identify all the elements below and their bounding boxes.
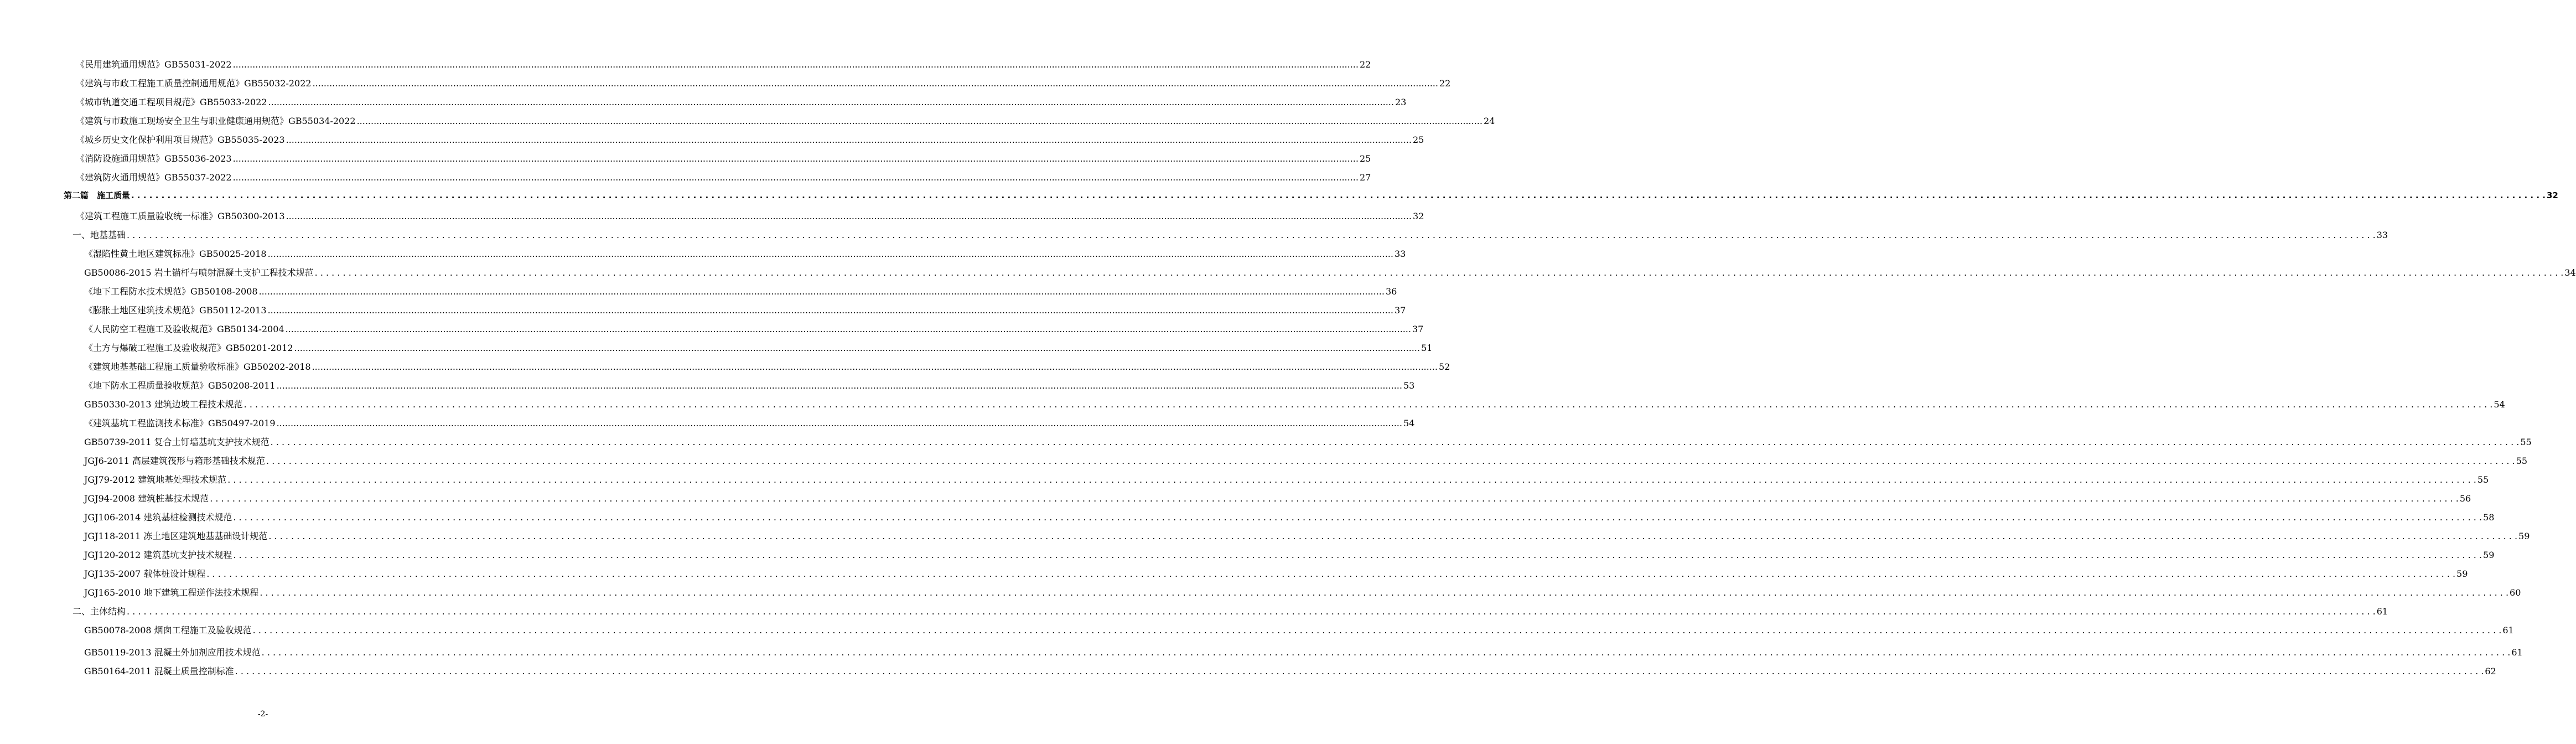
- toc-entry[interactable]: [84, 359, 1450, 375]
- toc-entry-page: 27: [1359, 172, 1371, 183]
- toc-entry-title: JGJ79-2012 建筑地基处理技术规范: [84, 474, 227, 485]
- toc-entry-title: JGJ118-2011 冻土地区建筑地基基础设计规范: [84, 531, 268, 541]
- toc-entry[interactable]: [84, 340, 1433, 356]
- toc-entry-title: JGJ94-2008 建筑桩基技术规范: [84, 493, 209, 504]
- toc-entry-title: 第二篇 施工质量: [64, 190, 131, 200]
- dot-leader: . . . . . . . . . . . . . . . . . . . . . . . . . . . . . . . . . . . . . . . . . . . . . . . . . . . . . . . . . . . . . . . . . . . . . . . . . . . . . . . . . . . . . . . . . . . . . . . . . . . . . . . . . . . . . . . . . . . . . . . . . . . . . . . . . . . . . . . . . . . . . . . . . . . . . . . . . . . . . . . . . . . . . . . . . . . . . . . . . . . . . . . . . . . . . . . . . . . . . . . . . . . . . . . . . . . . . . . . . . . . . . . . . . . . . . . . . . . . . . . . . . . . . . . . . . . . . . . . . . . . . . . . . . . . . . . . . . . . . . . . . . . . . . . . . . . . . . . . . . . . . . . . . . . . . . . . . . . . . . . . . . . . . . . . . . . . . . . . . . . . . . . . . . . . . . . . . . . . . . . . . . . . . . . . . . . . . . . . . . . . . . . . . . . . . . . . . . . . . . . .: [270, 437, 2520, 447]
- dot-leader: ................................................................................................................................................................................................................................................................................................................................................................................................................: [286, 211, 1412, 221]
- toc-entry[interactable]: [84, 491, 2471, 507]
- toc-entry-page: 58: [2483, 512, 2495, 523]
- dot-leader: . . . . . . . . . . . . . . . . . . . . . . . . . . . . . . . . . . . . . . . . . . . . . . . . . . . . . . . . . . . . . . . . . . . . . . . . . . . . . . . . . . . . . . . . . . . . . . . . . . . . . . . . . . . . . . . . . . . . . . . . . . . . . . . . . . . . . . . . . . . . . . . . . . . . . . . . . . . . . . . . . . . . . . . . . . . . . . . . . . . . . . . . . . . . . . . . . . . . . . . . . . . . . . . . . . . . . . . . . . . . . . . . . . . . . . . . . . . . . . . . . . . . . . . . . . . . . . . . . . . . . . . . . . . . . . . . . . . . . . . . . . . . . . . . . . . . . . . . . . . . . . . . . . . . . . . . . . . . . . . . . . . . . . . . . . . . . . . . . . . . . . . . . . . . . . . . . . . . . . . . . . . . . . . . . . . . . . . . . . . . . . . . . . . . . . . . . . . . . . . .: [235, 666, 2484, 676]
- toc-entry-title: 《地下工程防水技术规范》GB50108-2008: [84, 286, 258, 297]
- toc-entry-page: 60: [2510, 587, 2521, 598]
- toc-entry-page: 22: [1439, 78, 1451, 89]
- toc-entry[interactable]: [84, 645, 2523, 660]
- toc-entry[interactable]: [84, 416, 1415, 431]
- toc-entry-title: GB50739-2011 复合土钉墙基坑支护技术规范: [84, 437, 269, 447]
- toc-entry-page: 37: [1412, 324, 1424, 334]
- dot-leader: . . . . . . . . . . . . . . . . . . . . . . . . . . . . . . . . . . . . . . . . . . . . . . . . . . . . . . . . . . . . . . . . . . . . . . . . . . . . . . . . . . . . . . . . . . . . . . . . . . . . . . . . . . . . . . . . . . . . . . . . . . . . . . . . . . . . . . . . . . . . . . . . . . . . . . . . . . . . . . . . . . . . . . . . . . . . . . . . . . . . . . . . . . . . . . . . . . . . . . . . . . . . . . . . . . . . . . . . . . . . . . . . . . . . . . . . . . . . . . . . . . . . . . . . . . . . . . . . . . . . . . . . . . . . . . . . . . . . . . . . . . . . . . . . . . . . . . . . . . . . . . . . . . . . . . . . . . . . . . . . . . . . . . . . . . . . . . . . . . . . . . . . . . . . . . . . . . . . . . . . . . . . . . . . . . . . . . . . . . . . . . . . . . . . . . . . . . . . . . . .: [261, 647, 2511, 658]
- toc-entry-page: 61: [2502, 625, 2514, 636]
- toc-entry-page: 56: [2459, 493, 2471, 504]
- toc-entry-page: 55: [2520, 437, 2532, 447]
- dot-leader: . . . . . . . . . . . . . . . . . . . . . . . . . . . . . . . . . . . . . . . . . . . . . . . . . . . . . . . . . . . . . . . . . . . . . . . . . . . . . . . . . . . . . . . . . . . . . . . . . . . . . . . . . . . . . . . . . . . . . . . . . . . . . . . . . . . . . . . . . . . . . . . . . . . . . . . . . . . . . . . . . . . . . . . . . . . . . . . . . . . . . . . . . . . . . . . . . . . . . . . . . . . . . . . . . . . . . . . . . . . . . . . . . . . . . . . . . . . . . . . . . . . . . . . . . . . . . . . . . . . . . . . . . . . . . . . . . . . . . . . . . . . . . . . . . . . . . . . . . . . . . . . . . . . . . . . . . . . . . . . . . . . . . . . . . . . . . . . . . . . . . . . . . . . . . . . . . . . . . . . . . . . . . . . . . . . . . . . . . . . . . . . . . . . . . . . . . . . . . . . .: [127, 606, 2376, 617]
- dot-leader: ................................................................................................................................................................................................................................................................................................................................................................................................................: [312, 361, 1438, 372]
- toc-entry-title: 《人民防空工程施工及验收规范》GB50134-2004: [84, 324, 284, 334]
- toc-entry-title: 《建筑地基基础工程施工质量验收标准》GB50202-2018: [84, 361, 311, 372]
- toc-entry-title: 《地下防水工程质量验收规范》GB50208-2011: [84, 380, 276, 391]
- dot-leader: ................................................................................................................................................................................................................................................................................................................................................................................................................: [294, 343, 1420, 353]
- toc-entry[interactable]: [84, 472, 2489, 488]
- dot-leader: ................................................................................................................................................................................................................................................................................................................................................................................................................: [258, 286, 1385, 297]
- toc-entry-page: 61: [2511, 647, 2523, 658]
- toc-entry[interactable]: [76, 170, 1371, 185]
- toc-entry-page: 25: [1359, 153, 1371, 164]
- toc-entry[interactable]: [84, 322, 1424, 337]
- toc-entry[interactable]: [76, 76, 1451, 91]
- toc-entry-title: JGJ135-2007 载体桩设计规程: [84, 569, 206, 579]
- dot-leader: ................................................................................................................................................................................................................................................................................................................................................................................................................: [267, 305, 1393, 316]
- dot-leader: ................................................................................................................................................................................................................................................................................................................................................................................................................: [232, 153, 1359, 164]
- toc-section-heading[interactable]: [72, 228, 2388, 243]
- dot-leader: . . . . . . . . . . . . . . . . . . . . . . . . . . . . . . . . . . . . . . . . . . . . . . . . . . . . . . . . . . . . . . . . . . . . . . . . . . . . . . . . . . . . . . . . . . . . . . . . . . . . . . . . . . . . . . . . . . . . . . . . . . . . . . . . . . . . . . . . . . . . . . . . . . . . . . . . . . . . . . . . . . . . . . . . . . . . . . . . . . . . . . . . . . . . . . . . . . . . . . . . . . . . . . . . . . . . . . . . . . . . . . . . . . . . . . . . . . . . . . . . . . . . . . . . . . . . . . . . . . . . . . . . . . . . . . . . . . . . . . . . . . . . . . . . . . . . . . . . . . . . . . . . . . . . . . . . . . . . . . . . . . . . . . . . . . . . . . . . . . . . . . . . . . . . . . . . . . . . . . . . . . . . . . . . . . . . . . . . . . . . . . . . . . . . . . . . . . . . . . . .: [233, 550, 2482, 560]
- dot-leader: . . . . . . . . . . . . . . . . . . . . . . . . . . . . . . . . . . . . . . . . . . . . . . . . . . . . . . . . . . . . . . . . . . . . . . . . . . . . . . . . . . . . . . . . . . . . . . . . . . . . . . . . . . . . . . . . . . . . . . . . . . . . . . . . . . . . . . . . . . . . . . . . . . . . . . . . . . . . . . . . . . . . . . . . . . . . . . . . . . . . . . . . . . . . . . . . . . . . . . . . . . . . . . . . . . . . . . . . . . . . . . . . . . . . . . . . . . . . . . . . . . . . . . . . . . . . . . . . . . . . . . . . . . . . . . . . . . . . . . . . . . . . . . . . . . . . . . . . . . . . . . . . . . . . . . . . . . . . . . . . . . . . . . . . . . . . . . . . . . . . . . . . . . . . . . . . . . . . . . . . . . . . . . . . . . . . . . . . . . . . . . . . . . . . . . . . . . . . . . . .: [233, 512, 2482, 523]
- dot-leader: ................................................................................................................................................................................................................................................................................................................................................................................................................: [232, 172, 1359, 183]
- toc-entry-title: 二、主体结构: [72, 606, 126, 617]
- toc-entry-title: JGJ6-2011 高层建筑筏形与箱形基础技术规范: [84, 456, 266, 466]
- toc-entry-title: JGJ106-2014 建筑基桩检测技术规范: [84, 512, 232, 523]
- toc-entry-page: 59: [2518, 531, 2530, 541]
- toc-entry-page: 32: [2546, 190, 2558, 200]
- toc-entry-title: JGJ165-2010 地下建筑工程逆作法技术规程: [84, 587, 259, 598]
- toc-entry[interactable]: [84, 585, 2521, 601]
- dot-leader: . . . . . . . . . . . . . . . . . . . . . . . . . . . . . . . . . . . . . . . . . . . . . . . . . . . . . . . . . . . . . . . . . . . . . . . . . . . . . . . . . . . . . . . . . . . . . . . . . . . . . . . . . . . . . . . . . . . . . . . . . . . . . . . . . . . . . . . . . . . . . . . . . . . . . . . . . . . . . . . . . . . . . . . . . . . . . . . . . . . . . . . . . . . . . . . . . . . . . . . . . . . . . . . . . . . . . . . . . . . . . . . . . . . . . . . . . . . . . . . . . . . . . . . . . . . . . . . . . . . . . . . . . . . . . . . . . . . . . . . . . . . . . . . . . . . . . . . . . . . . . . . . . . . . . . . . . . . . . . . . . . . . . . . . . . . . . . . . . . . . . . . . . . . . . . . . . . . . . . . . . . . . . . . . . . . . . . . . . . . . . . . . . . . . . . . . . . . . . . . .: [210, 493, 2459, 504]
- toc-part-heading[interactable]: [64, 188, 2558, 203]
- toc-entry-page: 33: [1394, 249, 1406, 259]
- dot-leader: . . . . . . . . . . . . . . . . . . . . . . . . . . . . . . . . . . . . . . . . . . . . . . . . . . . . . . . . . . . . . . . . . . . . . . . . . . . . . . . . . . . . . . . . . . . . . . . . . . . . . . . . . . . . . . . . . . . . . . . . . . . . . . . . . . . . . . . . . . . . . . . . . . . . . . . . . . . . . . . . . . . . . . . . . . . . . . . . . . . . . . . . . . . . . . . . . . . . . . . . . . . . . . . . . . . . . . . . . . . . . . . . . . . . . . . . . . . . . . . . . . . . . . . . . . . . . . . . . . . . . . . . . . . . . . . . . . . . . . . . . . . . . . . . . . . . . . . . . . . . . . . . . . . . . . . . . . . . . . . . . . . . . . . . . . . . . . . . . . . . . . . . . . . . . . . . . . . . . . . . . . . . . . . . . . . . . . . . . . . . . . . . . . . . . . . . . . . . . . . .: [268, 531, 2518, 541]
- dot-leader: . . . . . . . . . . . . . . . . . . . . . . . . . . . . . . . . . . . . . . . . . . . . . . . . . . . . . . . . . . . . . . . . . . . . . . . . . . . . . . . . . . . . . . . . . . . . . . . . . . . . . . . . . . . . . . . . . . . . . . . . . . . . . . . . . . . . . . . . . . . . . . . . . . . . . . . . . . . . . . . . . . . . . . . . . . . . . . . . . . . . . . . . . . . . . . . . . . . . . . . . . . . . . . . . . . . . . . . . . . . . . . . . . . . . . . . . . . . . . . . . . . . . . . . . . . . . . . . . . . . . . . . . . . . . . . . . . . . . . . . . . . . . . . . . . . . . . . . . . . . . . . . . . . . . . . . . . . . . . . . . . . . . . . . . . . . . . . . . . . . . . . . . . . . . . . . . . . . . . . . . . . . . . . . . . . . . . . . . . . . . . . . . . . . . . . . . . . . . . . . .: [314, 267, 2564, 278]
- toc-entry-page: 54: [1403, 418, 1415, 428]
- toc-entry-title: GB50119-2013 混凝土外加剂应用技术规范: [84, 647, 261, 658]
- toc-entry[interactable]: [76, 95, 1407, 110]
- dot-leader: . . . . . . . . . . . . . . . . . . . . . . . . . . . . . . . . . . . . . . . . . . . . . . . . . . . . . . . . . . . . . . . . . . . . . . . . . . . . . . . . . . . . . . . . . . . . . . . . . . . . . . . . . . . . . . . . . . . . . . . . . . . . . . . . . . . . . . . . . . . . . . . . . . . . . . . . . . . . . . . . . . . . . . . . . . . . . . . . . . . . . . . . . . . . . . . . . . . . . . . . . . . . . . . . . . . . . . . . . . . . . . . . . . . . . . . . . . . . . . . . . . . . . . . . . . . . . . . . . . . . . . . . . . . . . . . . . . . . . . . . . . . . . . . . . . . . . . . . . . . . . . . . . . . . . . . . . . . . . . . . . . . . . . . . . . . . . . . . . . . . . . . . . . . . . . . . . . . . . . . . . . . . . . . . . . . . . . . . . . . . . . . . . . . . . . . . . . . . . . . .: [206, 569, 2456, 579]
- toc-entry-page: 22: [1359, 59, 1371, 70]
- toc-entry-page: 36: [1385, 286, 1397, 297]
- toc-entry-title: JGJ120-2012 建筑基坑支护技术规程: [84, 550, 232, 560]
- toc-entry-page: 54: [2494, 399, 2505, 410]
- dot-leader: ................................................................................................................................................................................................................................................................................................................................................................................................................: [267, 249, 1393, 259]
- toc-entry-title: 《建筑与市政工程施工质量控制通用规范》GB55032-2022: [76, 78, 312, 89]
- dot-leader: ................................................................................................................................................................................................................................................................................................................................................................................................................: [286, 135, 1412, 145]
- toc-entry-page: 51: [1421, 343, 1433, 353]
- toc-entry[interactable]: [84, 435, 2532, 450]
- toc-entry-page: 32: [1412, 211, 1424, 221]
- toc-entry[interactable]: [76, 151, 1371, 167]
- toc-entry[interactable]: [84, 397, 2505, 412]
- toc-entry-page: 33: [2376, 230, 2388, 240]
- toc-entry[interactable]: [84, 246, 1406, 262]
- toc-entry-page: 61: [2376, 606, 2388, 617]
- dot-leader: . . . . . . . . . . . . . . . . . . . . . . . . . . . . . . . . . . . . . . . . . . . . . . . . . . . . . . . . . . . . . . . . . . . . . . . . . . . . . . . . . . . . . . . . . . . . . . . . . . . . . . . . . . . . . . . . . . . . . . . . . . . . . . . . . . . . . . . . . . . . . . . . . . . . . . . . . . . . . . . . . . . . . . . . . . . . . . . . . . . . . . . . . . . . . . . . . . . . . . . . . . . . . . . . . . . . . . . . . . . . . . . . . . . . . . . . . . . . . . . . . . . . . . . . . . . . . . . . . . . . . . . . . . . . . . . . . . . . . . . . . . . . . . . . . . . . . . . . . . . . . . . . . . . . . . . . . . . . . . . . . . . . . . . . . . . . . . . . . . . . . . . . . . . . . . . . . . . . . . . . . . . . . . . . . . . . . . . . . . . . . . . . . . . . . . . . . . . . . . . .: [127, 230, 2376, 240]
- toc-entry-page: 37: [1394, 305, 1406, 316]
- toc-entry[interactable]: [84, 510, 2495, 525]
- toc-entry-title: 《土方与爆破工程施工及验收规范》GB50201-2012: [84, 343, 293, 353]
- toc-entry[interactable]: [84, 529, 2530, 544]
- dot-leader: . . . . . . . . . . . . . . . . . . . . . . . . . . . . . . . . . . . . . . . . . . . . . . . . . . . . . . . . . . . . . . . . . . . . . . . . . . . . . . . . . . . . . . . . . . . . . . . . . . . . . . . . . . . . . . . . . . . . . . . . . . . . . . . . . . . . . . . . . . . . . . . . . . . . . . . . . . . . . . . . . . . . . . . . . . . . . . . . . . . . . . . . . . . . . . . . . . . . . . . . . . . . . . . . . . . . . . . . . . . . . . . . . . . . . . . . . . . . . . . . . . . . . . . . . . . . . . . . . . . . . . . . . . . . . . . . . . . . . . . . . . . . . . . . . . . . . . . . . . . . . . . . . . . . . . . . . . . . . . . . . . . . . . . . . . . . . . . . . . . . . . . . . . . . . . . . . . . . . . . . . . . . . . . . . . . . . . . . . . . . . . . . . . . . . . . . . . . . . . . .: [252, 625, 2502, 636]
- toc-entry-title: 《建筑与市政施工现场安全卫生与职业健康通用规范》GB55034-2022: [76, 116, 356, 126]
- toc-entry-title: 《城乡历史文化保护利用项目规范》GB55035-2023: [76, 135, 285, 145]
- toc-section-heading[interactable]: [72, 604, 2388, 619]
- toc-entry-title: GB50330-2013 建筑边坡工程技术规范: [84, 399, 243, 410]
- toc-entry-page: 34: [2564, 267, 2576, 278]
- dot-leader: . . . . . . . . . . . . . . . . . . . . . . . . . . . . . . . . . . . . . . . . . . . . . . . . . . . . . . . . . . . . . . . . . . . . . . . . . . . . . . . . . . . . . . . . . . . . . . . . . . . . . . . . . . . . . . . . . . . . . . . . . . . . . . . . . . . . . . . . . . . . . . . . . . . . . . . . . . . . . . . . . . . . . . . . . . . . . . . . . . . . . . . . . . . . . . . . . . . . . . . . . . . . . . . . . . . . . . . . . . . . . . . . . . . . . . . . . . . . . . . . . . . . . . . . . . . . . . . . . . . . . . . . . . . . . . . . . . . . . . . . . . . . . . . . . . . . . . . . . . . . . . . . . . . . . . . . . . . . . . . . . . . . . . . . . . . . . . . . . . . . . . . . . . . . . . . . . . . . . . . . . . . . . . . . . . . . . . . . . . . . . . . . . . . . . . . . . . . . . . . .: [243, 399, 2493, 410]
- dot-leader: ................................................................................................................................................................................................................................................................................................................................................................................................................: [312, 78, 1438, 89]
- toc-entry-page: 25: [1412, 135, 1424, 145]
- dot-leader: . . . . . . . . . . . . . . . . . . . . . . . . . . . . . . . . . . . . . . . . . . . . . . . . . . . . . . . . . . . . . . . . . . . . . . . . . . . . . . . . . . . . . . . . . . . . . . . . . . . . . . . . . . . . . . . . . . . . . . . . . . . . . . . . . . . . . . . . . . . . . . . . . . . . . . . . . . . . . . . . . . . . . . . . . . . . . . . . . . . . . . . . . . . . . . . . . . . . . . . . . . . . . . . . . . . . . . . . . . . . . . . . . . . . . . . . . . . . . . . . . . . . . . . . . . . . . . . . . . . . . . . . . . . . . . . . . . . . . . . . . . . . . . . . . . . . . . . . . . . . . . . . . . . . . . . . . . . . . . . . . . . . . . . . . . . . . . . . . . . . . . . . . . . . . . . . . . . . . . . . . . . . . . . . . . . . . . . . . . . . . . . . . . . . . . . . . . . . . . . .: [266, 456, 2515, 466]
- toc-entry-title: 《湿陷性黄土地区建筑标准》GB50025-2018: [84, 249, 267, 259]
- toc-entry-page: 53: [1403, 380, 1415, 391]
- toc-entry[interactable]: [84, 284, 1397, 299]
- dot-leader: . . . . . . . . . . . . . . . . . . . . . . . . . . . . . . . . . . . . . . . . . . . . . . . . . . . . . . . . . . . . . . . . . . . . . . . . . . . . . . . . . . . . . . . . . . . . . . . . . . . . . . . . . . . . . . . . . . . . . . . . . . . . . . . . . . . . . . . . . . . . . . . . . . . . . . . . . . . . . . . . . . . . . . . . . . . . . . . . . . . . . . . . . . . . . . . . . . . . . . . . . . . . . . . . . . . . . . . . . . . . . . . . . . . . . . . . . . . . . . . . . . . . . . . . . . . . . . . . . . . . . . . . . . . . . . . . . . . . . . . . . . . . . . . . . . . . . . . . . . . . . . . . . . . . . . . . . . . . . . . . . . . . . . . . . . . . . . . . . . . . . . . . . . . . . . . . . . . . . . . . . . . . . . . . . . . . . . . . . . . . . . . . . . . . . . . . . . . . . . . .: [227, 474, 2476, 485]
- toc-entry[interactable]: [84, 664, 2496, 679]
- toc-entry[interactable]: [84, 453, 2528, 469]
- toc-entry-title: 一、地基基础: [72, 230, 126, 240]
- toc-entry[interactable]: [76, 209, 1424, 224]
- toc-entry-title: 《民用建筑通用规范》GB55031-2022: [76, 59, 232, 70]
- dot-leader: ................................................................................................................................................................................................................................................................................................................................................................................................................: [276, 380, 1402, 391]
- toc-entry-title: 《城市轨道交通工程项目规范》GB55033-2022: [76, 97, 267, 107]
- toc-entry-page: 59: [2456, 569, 2468, 579]
- dot-leader: ................................................................................................................................................................................................................................................................................................................................................................................................................: [276, 418, 1402, 428]
- dot-leader: ................................................................................................................................................................................................................................................................................................................................................................................................................: [232, 59, 1359, 70]
- toc-entry-title: 《建筑防火通用规范》GB55037-2022: [76, 172, 232, 183]
- toc-entry[interactable]: [84, 378, 1415, 394]
- toc-entry-page: 59: [2483, 550, 2495, 560]
- toc-entry[interactable]: [84, 566, 2468, 582]
- toc-entry-page: 23: [1395, 97, 1407, 107]
- dot-leader: . . . . . . . . . . . . . . . . . . . . . . . . . . . . . . . . . . . . . . . . . . . . . . . . . . . . . . . . . . . . . . . . . . . . . . . . . . . . . . . . . . . . . . . . . . . . . . . . . . . . . . . . . . . . . . . . . . . . . . . . . . . . . . . . . . . . . . . . . . . . . . . . . . . . . . . . . . . . . . . . . . . . . . . . . . . . . . . . . . . . . . . . . . . . . . . . . . . . . . . . . . . . . . . . . . . . . . . . . . . . . . . . . . . . . . . . . . . . . . . . . . . . . . . . . . . . . . . . . . . . . . . . . . . . . . . . . . . . . . . . . . . . . . . . . . . . . . . . . . . . . . . . . . . . . . . . . . . . . . . . . . . . . . . . . . . . . . . . . . . . . . . . . . . . . . . . . . . . . . . . . . . . . . . . . . . . . . . . . . . . . . . . . . . . . . . . . . . . . . . .: [260, 587, 2509, 598]
- toc-entry[interactable]: [84, 303, 1406, 318]
- toc-entry-title: GB50078-2008 烟囱工程施工及验收规范: [84, 625, 252, 636]
- toc-entry-page: 55: [2477, 474, 2489, 485]
- toc-entry-page: 55: [2516, 456, 2528, 466]
- toc-entry[interactable]: [84, 547, 2495, 563]
- toc-entry-page: 24: [1483, 116, 1495, 126]
- dot-leader: ................................................................................................................................................................................................................................................................................................................................................................................................................: [285, 324, 1411, 334]
- toc-entry[interactable]: [76, 57, 1371, 73]
- dot-leader: . . . . . . . . . . . . . . . . . . . . . . . . . . . . . . . . . . . . . . . . . . . . . . . . . . . . . . . . . . . . . . . . . . . . . . . . . . . . . . . . . . . . . . . . . . . . . . . . . . . . . . . . . . . . . . . . . . . . . . . . . . . . . . . . . . . . . . . . . . . . . . . . . . . . . . . . . . . . . . . . . . . . . . . . . . . . . . . . . . . . . . . . . . . . . . . . . . . . . . . . . . . . . . . . . . . . . . . . . . . . . . . . . . . . . . . . . . . . . . . . . . . . . . . . . . . . . . . . . . . . . . . . . . . . . . . . . . . . . . . . . . . . . . . . . . . . . . . . . . . . . . . . . . . . . . . . . . . . . . . . . . . . . . . . . . . . . . . . . . . . . . . . . . . . . . . . . . . . . . . . . . . . . . . . . . . . . . . . . . . . . . . . . . . . . . . . . . . . . . . .: [131, 190, 2546, 200]
- dot-leader: ................................................................................................................................................................................................................................................................................................................................................................................................................: [268, 97, 1394, 107]
- toc-entry[interactable]: [84, 623, 2514, 638]
- toc-entry-title: 《建筑工程施工质量验收统一标准》GB50300-2013: [76, 211, 285, 221]
- toc-entry-title: 《膨胀土地区建筑技术规范》GB50112-2013: [84, 305, 267, 316]
- dot-leader: ................................................................................................................................................................................................................................................................................................................................................................................................................: [356, 116, 1483, 126]
- toc-entry-page: 52: [1438, 361, 1450, 372]
- toc-entry[interactable]: [76, 113, 1495, 129]
- toc-entry-title: GB50164-2011 混凝土质量控制标准: [84, 666, 234, 676]
- toc-entry-page: 62: [2485, 666, 2496, 676]
- toc-entry-title: 《消防设施通用规范》GB55036-2023: [76, 153, 232, 164]
- toc-entry[interactable]: [84, 265, 2576, 281]
- toc-entry-title: GB50086-2015 岩土锚杆与喷射混凝土支护工程技术规范: [84, 267, 314, 278]
- toc-entry-title: 《建筑基坑工程监测技术标准》GB50497-2019: [84, 418, 276, 428]
- toc-entry[interactable]: [76, 132, 1424, 148]
- page-number: -2-: [257, 710, 268, 719]
